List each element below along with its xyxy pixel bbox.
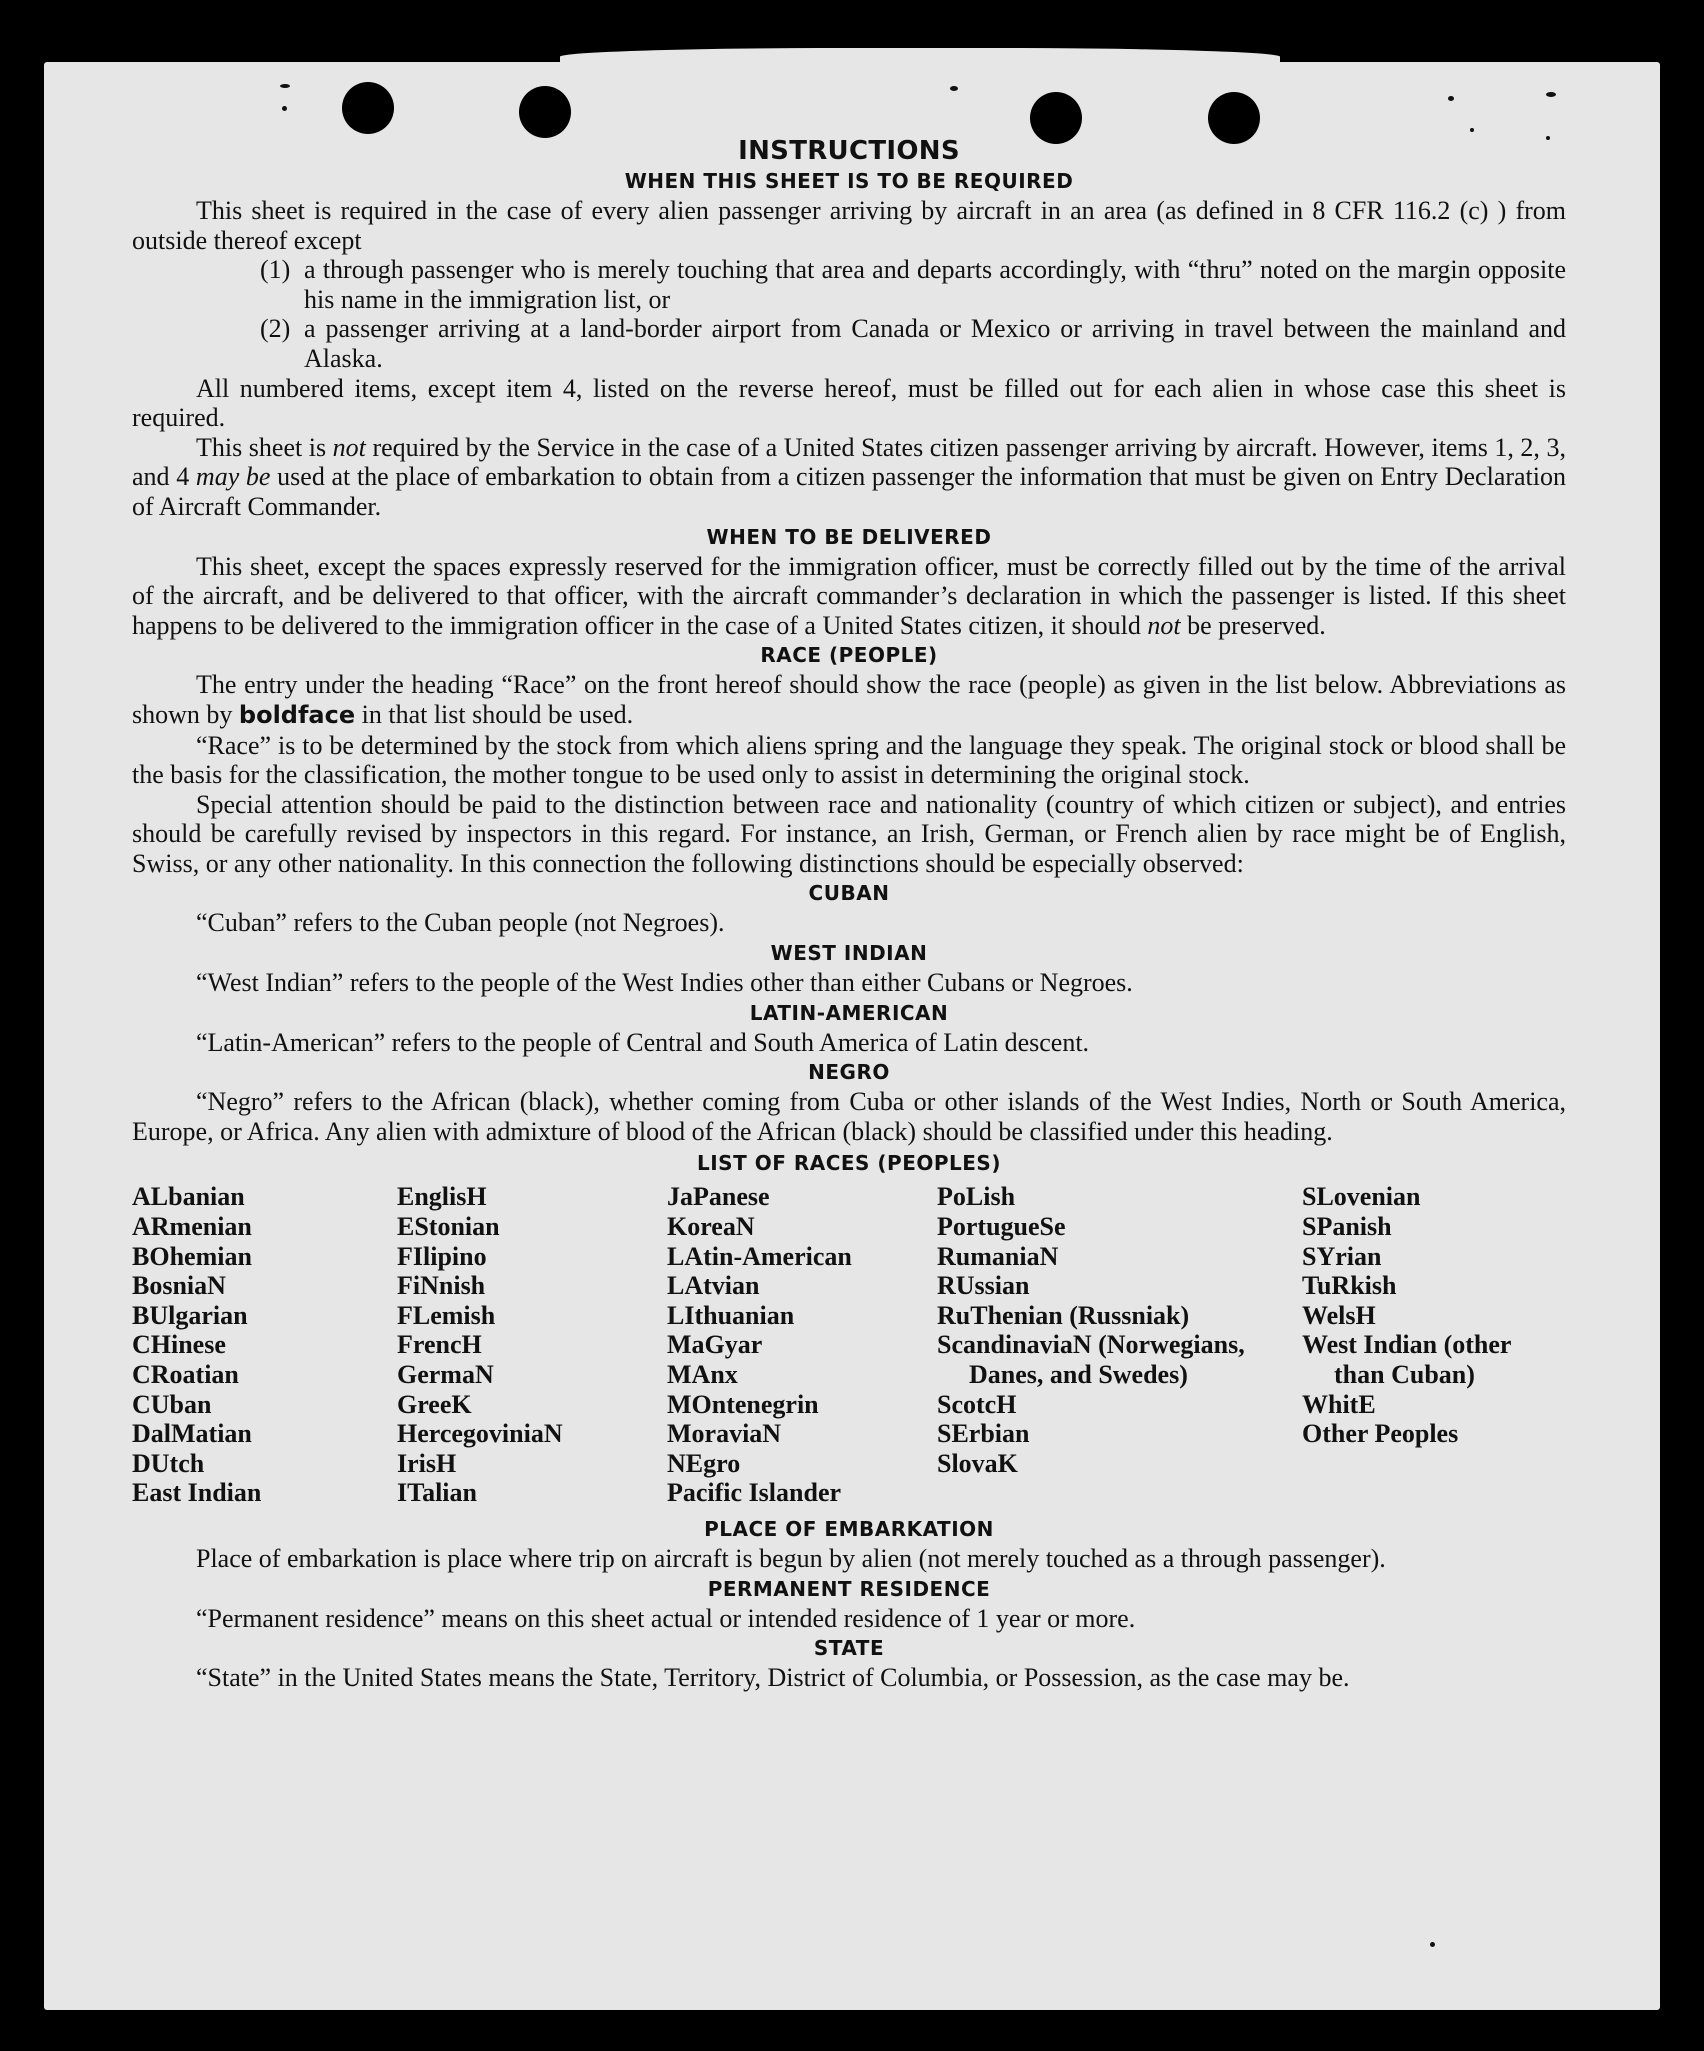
- section-heading-state: STATE: [813, 1636, 885, 1661]
- state-text: “State” in the United States means the State, Territory, District of Columbia, or Possession, as the case may be.: [196, 1663, 1350, 1693]
- item-text: a through passenger who is merely touching that area and departs accordingly, with “thru” noted on the margin opposite his name in the immigration list, or: [304, 255, 1566, 314]
- race-entry: RumaniaN: [937, 1241, 1059, 1271]
- race-entry: SYrian: [1302, 1241, 1382, 1271]
- race-entry: Pacific Islander: [667, 1478, 842, 1508]
- race-entry: MAnx: [667, 1360, 738, 1389]
- race-entry: DalMatian: [132, 1419, 252, 1449]
- race-entry: CRoatian: [132, 1360, 239, 1389]
- cuban-text: “Cuban” refers to the Cuban people (not Negroes).: [196, 908, 725, 938]
- race-entry: BUlgarian: [132, 1300, 248, 1330]
- races-column-1: [132, 1182, 397, 1508]
- section-heading-embarkation: PLACE OF EMBARKATION: [704, 1516, 994, 1541]
- race-entry: CHinese: [132, 1330, 226, 1360]
- race-entry: Other Peoples: [1302, 1419, 1459, 1449]
- race-entry: SLovenian: [1302, 1182, 1421, 1212]
- race-entry: ScotcH: [937, 1389, 1017, 1419]
- race-entry: West Indian (other than Cuban): [1302, 1330, 1511, 1389]
- race-entry: MoraviaN: [667, 1419, 782, 1449]
- section-heading-residence: PERMANENT RESIDENCE: [707, 1576, 991, 1601]
- race-entry: FrencH: [397, 1330, 482, 1360]
- punch-hole: [519, 86, 571, 138]
- race-entry: FiNnish: [397, 1271, 486, 1301]
- race-entry: NEgro: [667, 1448, 741, 1478]
- race-entry: ScandinaviaN (Norwegians, Danes, and Swedes): [937, 1330, 1245, 1389]
- item-number: (1): [260, 255, 291, 285]
- race-entry: SErbian: [937, 1419, 1030, 1449]
- race-entry: ITalian: [397, 1478, 477, 1508]
- race-entry: EnglisH: [397, 1182, 487, 1212]
- race-entry: RuThenian (Russniak): [937, 1300, 1190, 1330]
- race-entry: LIthuanian: [667, 1300, 795, 1330]
- required-para-3: This sheet is not required by the Service in the case of a United States citizen passenger arriving by aircraft. However, items 1, 2, 3, and 4 may be used at the place of embarkation to obtain from a citizen passenger the information that must be given on Entry Declaration of Aircraft Commander.: [132, 432, 1566, 521]
- latin-american-text: “Latin-American” refers to the people of Central and South America of Latin descent.: [196, 1027, 1090, 1057]
- residence-text: “Permanent residence” means on this sheet actual or intended residence of 1 year or more.: [196, 1603, 1136, 1633]
- race-entry: PoLish: [937, 1182, 1016, 1212]
- race-entry: FIlipino: [397, 1241, 487, 1271]
- speck: [280, 84, 290, 88]
- race-entry: East Indian: [132, 1478, 262, 1508]
- speck: [1448, 96, 1454, 101]
- race-entry: RUssian: [937, 1271, 1030, 1301]
- section-heading-races-list: LIST OF RACES (PEOPLES): [697, 1151, 1001, 1176]
- required-para-2: All numbered items, except item 4, listed on the reverse hereof, must be filled out for each alien in whose case this sheet is required.: [132, 373, 1566, 433]
- section-heading-race: RACE (PEOPLE): [760, 643, 938, 668]
- race-para-3: Special attention should be paid to the distinction between race and nationality (country of which citizen or subject), and entries should be carefully revised by inspectors in this regard. For instance, an Irish, German, or French alien by race might be of English, Swiss, or any other nationality. In this connection the following distinctions should be especially observed:: [132, 789, 1566, 878]
- negro-text: “Negro” refers to the African (black), whether coming from Cuba or other islands of the West Indies, North or South America, Europe, or Africa. Any alien with admixture of blood of the African (black) should be classified under this heading.: [132, 1087, 1566, 1146]
- race-entry: ARmenian: [132, 1212, 252, 1242]
- race-entry: SlovaK: [937, 1448, 1018, 1478]
- torn-edge: [560, 48, 1280, 70]
- races-column-2: [397, 1182, 667, 1508]
- page-title: INSTRUCTIONS: [738, 136, 960, 166]
- race-entry: HercegoviniaN: [397, 1419, 563, 1449]
- race-entry: DUtch: [132, 1448, 205, 1478]
- race-entry: TuRkish: [1302, 1271, 1397, 1301]
- section-heading-required: WHEN THIS SHEET IS TO BE REQUIRED: [624, 169, 1074, 193]
- section-heading-cuban: CUBAN: [808, 881, 890, 906]
- races-column-4: [937, 1182, 1302, 1508]
- punch-hole: [342, 82, 394, 134]
- section-heading-delivered: WHEN TO BE DELIVERED: [706, 524, 992, 549]
- instructions-content: [132, 136, 1566, 1693]
- race-entry: FLemish: [397, 1300, 496, 1330]
- race-entry: BOhemian: [132, 1241, 252, 1271]
- speck: [282, 106, 287, 111]
- embarkation-text: Place of embarkation is place where trip on aircraft is begun by alien (not merely touched as a through passenger).: [196, 1543, 1386, 1573]
- section-heading-west-indian: WEST INDIAN: [770, 941, 928, 966]
- delivered-text: This sheet, except the spaces expressly reserved for the immigration officer, must be correctly filled out by the time of the arrival of the aircraft, and be delivered to that officer, with the aircraft commander’s declaration in which the passenger is listed. If this sheet happens to be delivered to the immigration officer in the case of a United States citizen, it should not be preserved.: [132, 551, 1566, 640]
- race-para-1: The entry under the heading “Race” on the front hereof should show the race (people) as given in the list below. Abbreviations as shown by boldface in that list should be used.: [132, 670, 1566, 729]
- race-entry: BosniaN: [132, 1271, 226, 1301]
- race-entry: CUban: [132, 1389, 212, 1419]
- section-heading-latin-american: LATIN-AMERICAN: [749, 1000, 949, 1025]
- race-entry: MOntenegrin: [667, 1389, 819, 1419]
- race-entry: ALbanian: [132, 1182, 245, 1212]
- section-heading-negro: NEGRO: [808, 1060, 890, 1085]
- race-entry: WelsH: [1302, 1300, 1376, 1330]
- race-entry: LAtin-American: [667, 1241, 852, 1271]
- races-column-3: [667, 1182, 937, 1508]
- races-list: [132, 1182, 1566, 1508]
- race-entry: JaPanese: [667, 1182, 770, 1212]
- exception-item-2: [132, 314, 1566, 373]
- race-entry: EStonian: [397, 1212, 500, 1242]
- races-column-5: [1302, 1182, 1566, 1508]
- race-entry: IrisH: [397, 1448, 457, 1478]
- race-entry: GermaN: [397, 1360, 494, 1389]
- speck: [1546, 92, 1556, 97]
- speck: [1470, 128, 1474, 132]
- exception-item-1: [132, 255, 1566, 314]
- required-intro: This sheet is required in the case of every alien passenger arriving by aircraft in an area (as defined in 8 CFR 116.2 (c) ) from outside thereof except: [132, 196, 1566, 255]
- race-entry: SPanish: [1302, 1212, 1392, 1242]
- race-para-2: “Race” is to be determined by the stock from which aliens spring and the language they speak. The original stock or blood shall be the basis for the classification, the mother tongue to be used only to assist in determining the original stock.: [132, 730, 1566, 790]
- race-entry: PortugueSe: [937, 1212, 1066, 1242]
- west-indian-text: “West Indian” refers to the people of the West Indies other than either Cubans or Negroes.: [196, 968, 1133, 998]
- race-entry: KoreaN: [667, 1212, 755, 1242]
- item-text: a passenger arriving at a land-border airport from Canada or Mexico or arriving in travel between the mainland and Alaska.: [304, 314, 1566, 373]
- speck: [950, 86, 958, 91]
- race-entry: MaGyar: [667, 1330, 763, 1360]
- race-entry: GreeK: [397, 1389, 472, 1419]
- race-entry: WhitE: [1302, 1389, 1376, 1419]
- race-entry: LAtvian: [667, 1271, 760, 1301]
- speck: [1430, 1942, 1435, 1947]
- item-number: (2): [260, 314, 291, 344]
